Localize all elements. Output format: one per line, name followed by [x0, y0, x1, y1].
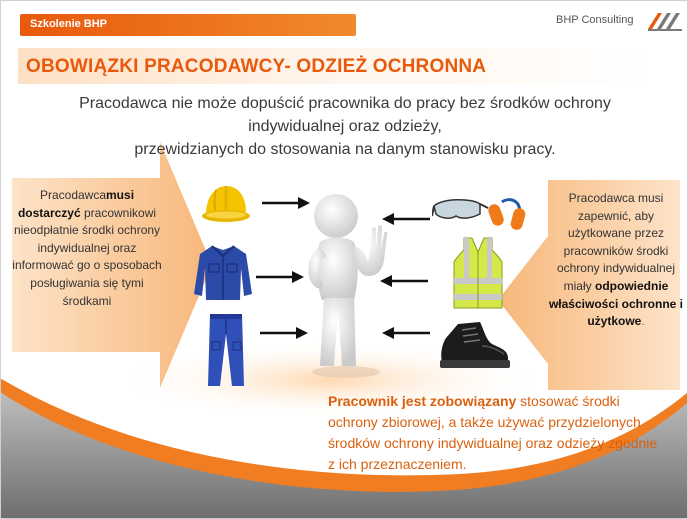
left-info-box	[12, 187, 162, 310]
employee-obligation-bold: Pracownik jest zobowiązany	[328, 393, 517, 409]
stop-figure-icon	[296, 190, 396, 380]
company-logo-icon	[648, 11, 682, 31]
intro-text	[40, 92, 650, 161]
hard-hat-icon	[200, 182, 250, 228]
employee-obligation-rest: stosować środki ochrony zbiorowej, a także używać przydzielonych środków ochrony indywidualnej oraz odzieży zgodnie z ich przeznaczeniem.	[328, 393, 658, 472]
work-trousers-icon	[206, 312, 246, 388]
intro-line: indywidualnej oraz odzieży,	[248, 118, 442, 135]
right-text-bold: odpowiednie właściwości ochronne i użytkowe	[548, 278, 684, 329]
hi-vis-vest-icon	[452, 236, 504, 310]
left-text-pre: Pracodawca	[39, 188, 107, 202]
safety-boot-icon	[438, 320, 510, 370]
intro-line: przewidzianych do stosowania na danym stanowisku pracy.	[134, 141, 556, 158]
employee-obligation-text	[328, 391, 668, 475]
left-text-bold: musi dostarczyć	[17, 188, 135, 220]
intro-line: Pracodawca nie może dopuścić pracownika do pracy bez środków ochrony	[79, 95, 611, 112]
left-text-post: pracownikowi nieodpłatnie środki ochrony indywidualnej oraz informować go o sposobach posługiwania się tymi środkami	[12, 205, 162, 308]
section-tab	[20, 14, 356, 36]
section-label: Szkolenie BHP	[30, 18, 108, 30]
right-text-pre: Pracodawca musi zapewnić, aby użytkowane przez pracowników środki ochrony indywidualnej miały	[556, 191, 676, 293]
logo-text: BHP Consulting	[556, 14, 634, 26]
safety-glasses-earplugs-icon	[432, 194, 534, 234]
page-title: OBOWIĄZKI PRACODAWCY- ODZIEŻ OCHRONNA	[26, 56, 487, 77]
right-info-box	[548, 190, 684, 331]
work-jacket-icon	[192, 242, 254, 304]
right-text-end: .	[641, 314, 645, 329]
